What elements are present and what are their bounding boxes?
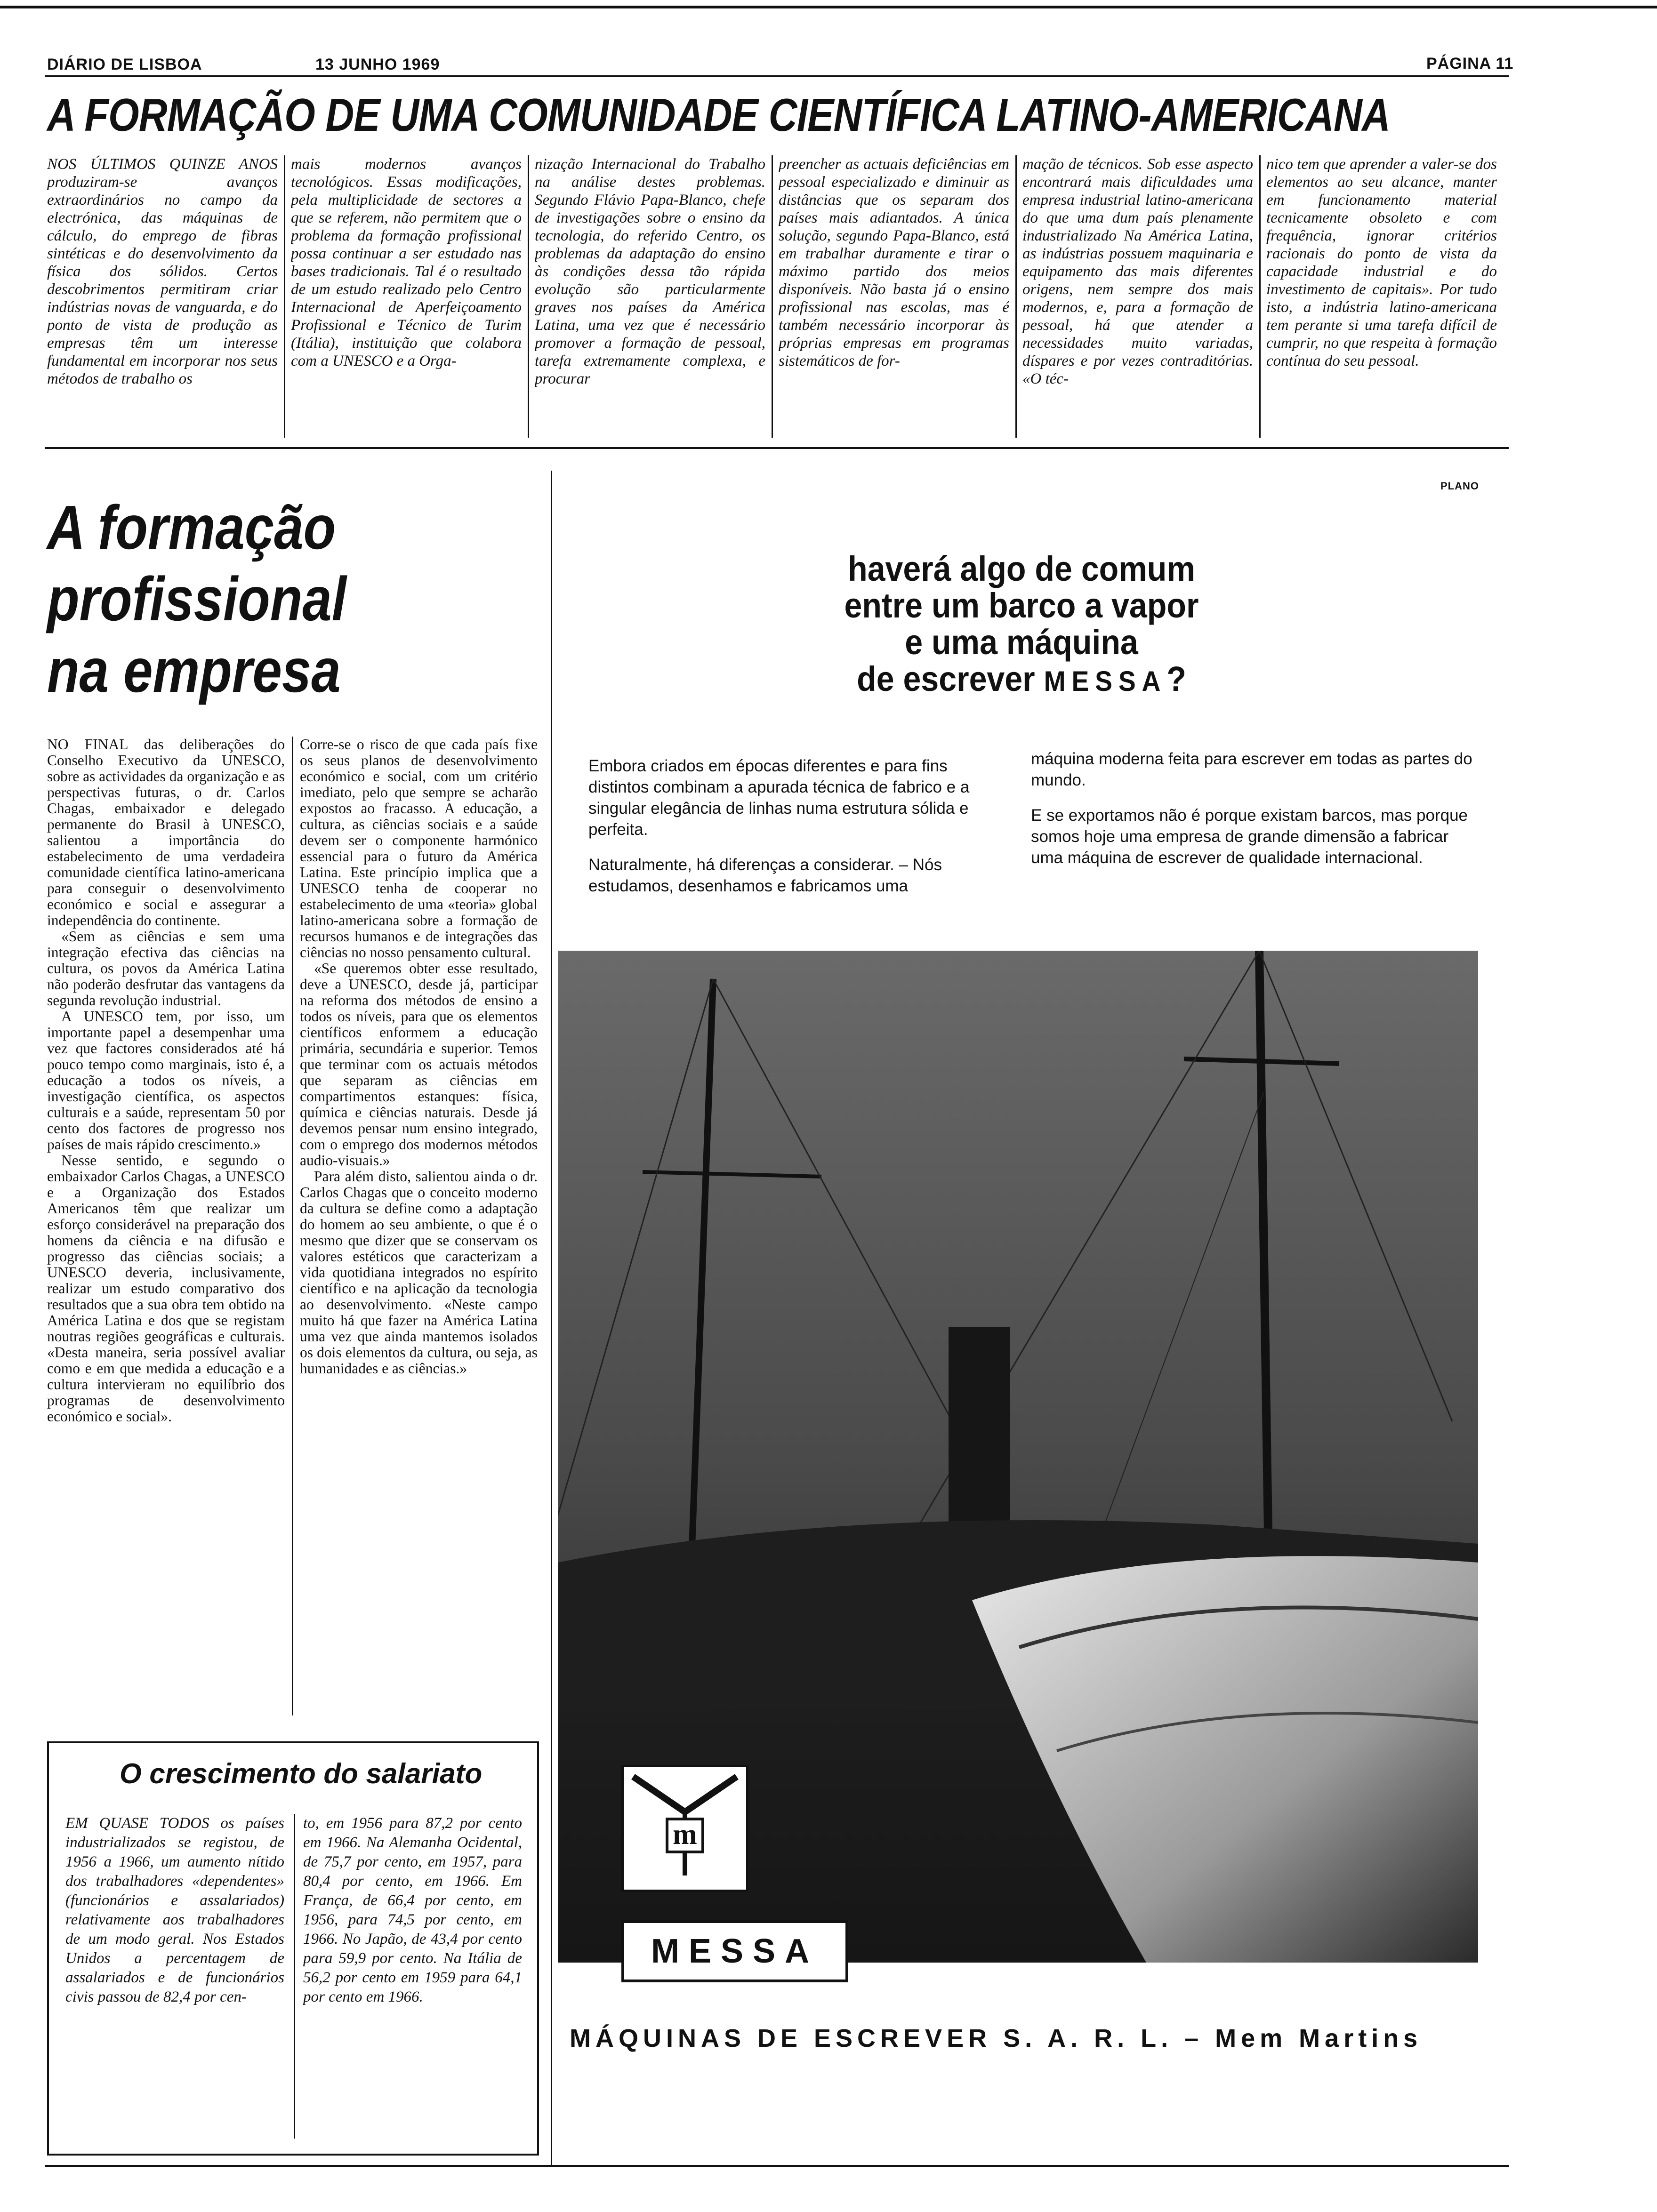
paragraph: «Sem as ciências e sem uma integração efectiva das ciências na cultura, os povos da América Latina não poderão desfrutar das vantagens da segunda revolução industrial. [47,928,285,1009]
section-headline [47,492,487,706]
ad-copy-p1: Embora criados em épocas diferentes e para fins distintos combinam a apurada técnica de fabrico e a singular elegância de linhas numa estrutura sólida e perfeita. [588,757,970,839]
ad-headline-line3: e uma máquina [905,623,1138,662]
messa-logo-mark [621,1765,748,1892]
ad-headline-line2: entre um barco a vapor [844,586,1199,625]
bottom-rule [45,2165,1509,2167]
ad-footer: MÁQUINAS DE ESCREVER S. A. R. L. – Mem Martins [570,2024,1423,2052]
paragraph: Corre-se o risco de que cada país fixe os seus planos de desenvolvimento económico e social, com um critério imediato, pelo que sempre se acharão expostos ao fracasso. A educação, a cultura, as ciências sociais e a saúde devem ser o componente harmónico essencial para o futuro da América Latina. Este princípio implica que a UNESCO tenha de cooperar no estabelecimento de uma «teoria» global latino-americana sobre a formação de recursos humanos e de integrações das ciências no nosso pensamento cultural. [300,737,538,961]
top-article-col-2: mais modernos avanços tecnológicos. Essas modificações, pela multiplicidade de sectores a que se referem, não permitem que o problema da formação profissional possa continuar a ser estudado nas bases tradicionais. Tal é o resultado de um estudo realizado pelo Centro Internacional de Aperfeiçoamento Profissional e Técnico de Turim (Itália), instituição que colabora com a UNESCO e a Orga- [291,156,522,369]
messa-logo-letter: m [673,1819,697,1851]
top-article-col-divider [772,155,773,438]
salary-box-title: O crescimento do salariato [120,1758,483,1789]
page-number: PÁGINA 11 [1426,55,1514,72]
top-article-col-divider [1015,155,1017,438]
paragraph: A UNESCO tem, por isso, um importante papel a desempenhar uma vez que factores considerados até há pouco tempo como marginais, isto é, a educação a todos os níveis, a investigação científica, os aspectos culturais e a saúde, representam 50 por cento dos factores de progresso nos países de mais rápido crescimento.» [47,1008,285,1153]
top-article-col-5: mação de técnicos. Sob esse aspecto encontrará mais dificuldades uma empresa industrial latino-americana do que uma dum país plenamente industrializado Na América Latina, as indústrias possuem maquinaria e equipamento das mais diferentes origens, nem sempre dos mais modernos, e, para a formação de pessoal, há que atender a necessidades muito variadas, díspares e por vezes contraditórias. «O téc- [1022,156,1253,387]
paragraph: NO FINAL das deliberações do Conselho Executivo da UNESCO, sobre as actividades da organização e as perspectivas futuras, o dr. Carlos Chagas, embaixador e delegado permanente do Brasil à UNESCO, salientou a importância do estabelecimento de uma verdadeira comunidade científica latino-americana para conseguir o desenvolvimento económico e social e assegurar a independência do continente. [47,737,285,929]
top-article-col-divider [1259,155,1261,438]
top-article-col-4: preencher as actuais deficiências em pessoal especializado e diminuir as distâncias que os separam dos países mais adiantados. A única solução, segundo Papa-Blanco, está em trabalhar duramente e tirar o máximo partido dos meios disponíveis. Não basta já o ensino profissional nas escolas, mas é também necessário incorporar às próprias empresas em programas sistemáticos de for- [779,156,1009,369]
salary-box-col2: to, em 1956 para 87,2 por cento em 1966. Na Alemanha Ocidental, de 75,7 por cento, em 1957, para 80,4 por cento, em 1966. Em França, de 66,4 por cento, em 1956, para 74,5 por cento, em 1966. No Japão, de 43,4 por cento para 59,9 por cento. Na Itália de 56,2 por cento em 1959 para 64,1 por cento em 1966. [303,1815,522,2005]
ad-headline-question: ? [1166,659,1186,698]
top-article-col-divider [528,155,529,438]
top-article-col-1: NOS ÚLTIMOS QUINZE ANOS produziram-se avanços extraordinários no campo da electrónica, das máquinas de cálculo, do emprego de fibras sintéticas e do desenvolvimento da física dos sólidos. Certos descobrimentos permitiram criar indústrias novas de vanguarda, e do ponto de vista de produção as empresas têm um interesse fundamental em incorporar nos seus métodos de trabalho os [47,156,278,387]
top-article-col-6: nico tem que aprender a valer-se dos elementos ao seu alcance, manter em funcionamento material tecnicamente obsoleto e com frequência, ignorar critérios racionais do ponto de vista da capacidade industrial e do investimento de capitais». Por tudo isto, a indústria latino-americana tem perante si uma tarefa difícil de cumprir, no que respeita à formação contínua do seu pessoal. [1266,156,1497,369]
section-headline-line2: profissional [47,564,346,633]
masthead-rule [45,75,1509,77]
ad-headline [610,551,1433,700]
ad-copy-p4: E se exportamos não é porque existam barcos, mas porque somos hoje uma empresa de grande dimensão a fabricar uma máquina de escrever de qualidade internacional. [1031,806,1468,867]
paragraph: Para além disto, salientou ainda o dr. Carlos Chagas que o conceito moderno da cultura se define como a adaptação do homem ao seu ambiente, o que é o mesmo que dizer que se conservam os valores estéticos que caracterizam a vida quotidiana integrados no espírito científico e na aplicação da tecnologia ao desenvolvimento. «Neste campo muito há que fazer na América Latina uma vez que ainda mantemos isolados os dois elementos da cultura, ou seja, as humanidades e as ciências.» [300,1168,538,1377]
salary-box-col1: EM QUASE TODOS os países industrializados se registou, de 1956 a 1966, um aumento nítido dos trabalhadores «dependentes» (funcionários e assalariados) relativamente aos trabalhadores de um modo geral. Nos Estados Unidos a percentagem de assalariados e de funcionários civis passou de 82,4 por cen- [65,1815,284,2005]
section-headline-line1: A formação [47,493,336,562]
messa-logo-wordmark [621,1920,848,1982]
main-headline: A FORMAÇÃO DE UMA COMUNIDADE CIENTÍFICA LATINO-AMERICANA [47,89,1391,141]
salary-box [47,1741,539,2156]
ad-copy-left [588,755,1012,911]
ad-copy-right [1031,748,1483,882]
second-article-col2 [300,737,538,1715]
ad-headline-line1: haverá algo de comum [848,549,1195,588]
salary-box-divider [294,1814,295,2139]
second-article-divider [292,737,293,1715]
second-article-col1 [47,737,285,1715]
section-headline-line3: na empresa [47,636,341,705]
paragraph: «Se queremos obter esse resultado, deve a UNESCO, desde já, participar na reforma dos métodos de ensino a todos os níveis, para que os elementos científicos enformem a educação primária, secundária e superior. Temos que terminar com os actuais métodos que separam as ciências em compartimentos estanques: física, química e ciências naturais. Desde já devemos pensar num ensino integrado, com o emprego dos modernos métodos audio-visuais.» [300,960,538,1169]
ad-headline-brand: MESSA [1044,665,1167,697]
top-article-col-3: nização Internacional do Trabalho na análise destes problemas. Segundo Flávio Papa-Blanco, chefe de investigações sobre o ensino da tecnologia, do referido Centro, os problemas da adaptação do ensino às condições dessa tão rápida evolução são particularmente graves nos países da América Latina, uma vez que é necessário promover a formação de pessoal, tarefa extremamente complexa, e procurar [535,156,765,387]
messa-logo-name: MESSA [651,1932,819,1970]
paper-name: DIÁRIO DE LISBOA [47,56,202,73]
ad-headline-line4 [610,661,1433,700]
ad-agency-tag: PLANO [1440,480,1479,492]
top-article-col-divider [284,155,285,438]
issue-date: 13 JUNHO 1969 [315,56,440,73]
top-border [0,6,1657,8]
top-article-bottom-rule [45,447,1509,449]
ad-copy-p2: Naturalmente, há diferenças a considerar. – Nós estudamos, desenhamos e fabricamos uma [588,856,942,895]
ad-copy-p3: máquina moderna feita para escrever em todas as partes do mundo. [1031,750,1472,789]
ad-divider [551,471,552,2165]
paragraph: Nesse sentido, e segundo o embaixador Carlos Chagas, a UNESCO e a Organização dos Estados Americanos têm que realizar um esforço considerável na preparação dos homens da ciência e na difusão e progresso das ciências sociais; a UNESCO deveria, inclusivamente, realizar um estudo comparativo dos resultados que a sua obra tem obtido na América Latina e dos que se registam noutras regiões geográficas e culturais. «Desta maneira, seria possível avaliar como e em que medida a educação e a cultura intervieram no equilíbrio dos programas de desenvolvimento económico e social». [47,1152,285,1425]
ad-headline-prefix: de escrever [857,659,1035,698]
